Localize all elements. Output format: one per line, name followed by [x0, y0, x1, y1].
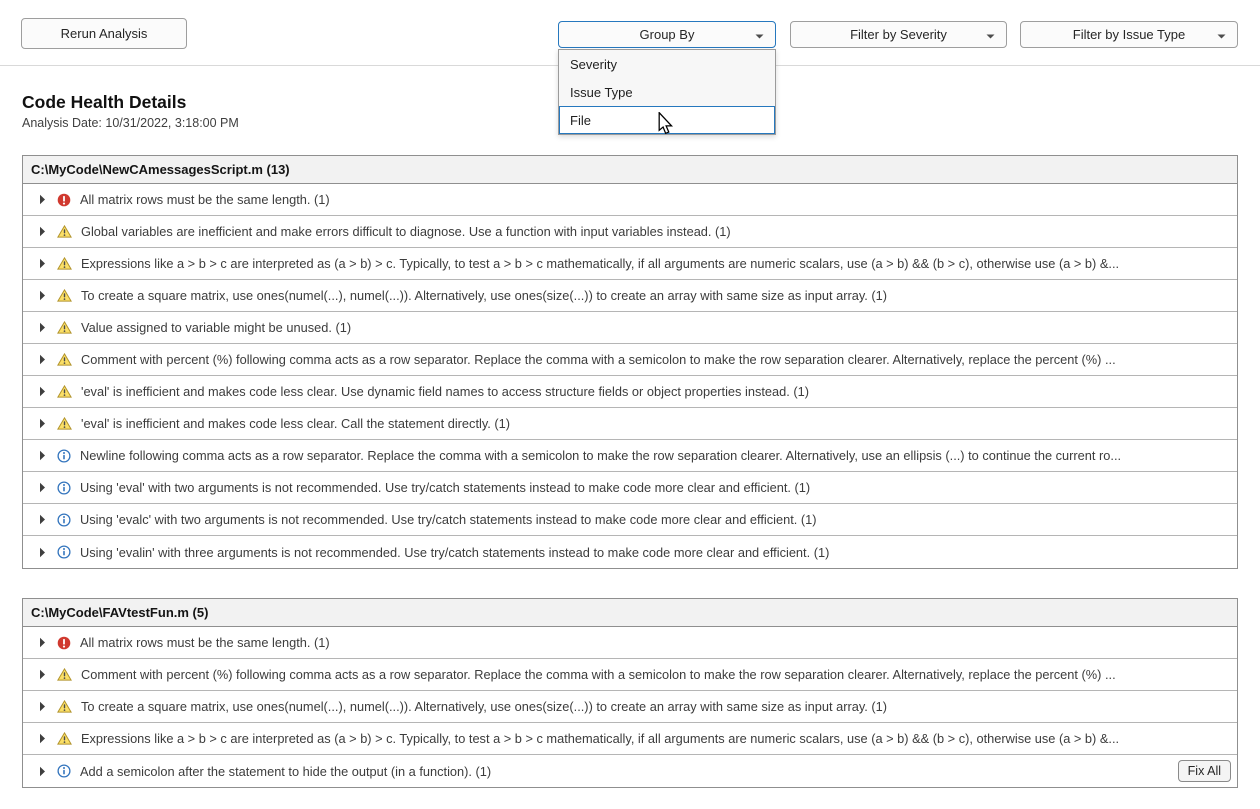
page-title: Code Health Details: [22, 92, 187, 112]
rerun-analysis-label: Rerun Analysis: [60, 26, 148, 41]
expand-arrow-icon[interactable]: [39, 701, 46, 712]
filter-by-issue-type-dropdown[interactable]: [1020, 21, 1238, 48]
warning-icon: [57, 321, 72, 334]
issue-text: To create a square matrix, use ones(numel(...), numel(...)). Alternatively, use ones(size(...)) to create an array with same size as input array. (1): [81, 288, 888, 303]
issue-text: Expressions like a > b > c are interpreted as (a > b) > c. Typically, to test a > b > c mathematically, if all arguments are numeric scalars, use (a > b) && (b > c), otherwise use (a > b) &...: [81, 731, 1120, 746]
error-icon: [57, 193, 71, 207]
expand-arrow-icon[interactable]: [39, 450, 46, 461]
info-icon: [57, 513, 71, 527]
issue-text: Comment with percent (%) following comma acts as a row separator. Replace the comma with a semicolon to make the row separation clearer. Alternatively, replace the percent (%) ...: [81, 667, 1116, 682]
expand-arrow-icon[interactable]: [39, 733, 46, 744]
issue-row[interactable]: [23, 536, 1237, 568]
issue-groups: [0, 155, 1260, 788]
analysis-date: Analysis Date: 10/31/2022, 3:18:00 PM: [22, 116, 239, 130]
chevron-down-icon: [1217, 27, 1226, 42]
warning-icon: [57, 385, 72, 398]
chevron-down-icon: [755, 27, 764, 42]
warning-icon: [57, 668, 72, 681]
issue-row[interactable]: [23, 440, 1237, 472]
menu-item-file[interactable]: File: [559, 106, 775, 134]
issue-text: Value assigned to variable might be unused. (1): [81, 320, 352, 335]
expand-arrow-icon[interactable]: [39, 637, 46, 648]
file-issue-group: [22, 598, 1238, 788]
info-icon: [57, 545, 71, 559]
rerun-analysis-button[interactable]: [21, 18, 187, 49]
fix-all-button[interactable]: Fix All: [1178, 760, 1231, 782]
warning-icon: [57, 353, 72, 366]
issue-text: Global variables are inefficient and make errors difficult to diagnose. Use a function with input variables instead. (1): [81, 224, 731, 239]
issue-row[interactable]: [23, 408, 1237, 440]
menu-item-issue-type[interactable]: Issue Type: [570, 84, 633, 100]
menu-item-severity[interactable]: Severity: [570, 56, 617, 72]
filter-by-severity-label: Filter by Severity: [850, 27, 947, 42]
issue-row[interactable]: [23, 248, 1237, 280]
info-icon: [57, 764, 71, 778]
issue-text: Newline following comma acts as a row separator. Replace the comma with a semicolon to make the row separation clearer. Alternatively, use an ellipsis (...) to continue the current ro...: [80, 448, 1122, 463]
expand-arrow-icon[interactable]: [39, 418, 46, 429]
issue-row[interactable]: [23, 216, 1237, 248]
file-group-header: C:\MyCode\FAVtestFun.m (5): [23, 599, 1237, 627]
issue-row[interactable]: [23, 312, 1237, 344]
issue-text: 'eval' is inefficient and makes code less clear. Call the statement directly. (1): [81, 416, 511, 431]
error-icon: [57, 636, 71, 650]
issue-row[interactable]: [23, 723, 1237, 755]
info-icon: [57, 481, 71, 495]
issue-row[interactable]: [23, 659, 1237, 691]
issue-row[interactable]: [23, 184, 1237, 216]
expand-arrow-icon[interactable]: [39, 354, 46, 365]
warning-icon: [57, 257, 72, 270]
expand-arrow-icon[interactable]: [39, 194, 46, 205]
filter-by-issue-type-label: Filter by Issue Type: [1072, 27, 1186, 42]
issue-text: Using 'evalc' with two arguments is not recommended. Use try/catch statements instead to make code more clear and efficient. (1): [80, 512, 817, 527]
warning-icon: [57, 225, 72, 238]
issue-row[interactable]: [23, 280, 1237, 312]
expand-arrow-icon[interactable]: [39, 766, 46, 777]
info-icon: [57, 449, 71, 463]
issue-text: Expressions like a > b > c are interpreted as (a > b) > c. Typically, to test a > b > c mathematically, if all arguments are numeric scalars, use (a > b) && (b > c), otherwise use (a > b) &...: [81, 256, 1120, 271]
expand-arrow-icon[interactable]: [39, 482, 46, 493]
issue-row[interactable]: [23, 755, 1237, 787]
issue-text: All matrix rows must be the same length. (1): [80, 635, 330, 650]
warning-icon: [57, 732, 72, 745]
group-rows: [23, 627, 1237, 787]
issue-row[interactable]: [23, 376, 1237, 408]
file-issue-group: [22, 155, 1238, 569]
expand-arrow-icon[interactable]: [39, 547, 46, 558]
issue-row[interactable]: [23, 504, 1237, 536]
expand-arrow-icon[interactable]: [39, 514, 46, 525]
issue-text: Comment with percent (%) following comma acts as a row separator. Replace the comma with a semicolon to make the row separation clearer. Alternatively, replace the percent (%) ...: [81, 352, 1116, 367]
filter-by-severity-dropdown[interactable]: [790, 21, 1007, 48]
expand-arrow-icon[interactable]: [39, 322, 46, 333]
expand-arrow-icon[interactable]: [39, 226, 46, 237]
issue-text: All matrix rows must be the same length. (1): [80, 192, 330, 207]
expand-arrow-icon[interactable]: [39, 258, 46, 269]
issue-text: Add a semicolon after the statement to hide the output (in a function). (1): [80, 763, 492, 779]
file-group-header: C:\MyCode\NewCAmessagesScript.m (13): [23, 156, 1237, 184]
warning-icon: [57, 417, 72, 430]
expand-arrow-icon[interactable]: [39, 386, 46, 397]
group-by-label: Group By: [639, 27, 695, 42]
issue-row[interactable]: [23, 627, 1237, 659]
group-by-dropdown[interactable]: [558, 21, 776, 48]
issue-text: Using 'eval' with two arguments is not recommended. Use try/catch statements instead to make code more clear and efficient. (1): [80, 480, 811, 495]
issue-row[interactable]: [23, 344, 1237, 376]
expand-arrow-icon[interactable]: [39, 669, 46, 680]
issue-row[interactable]: [23, 472, 1237, 504]
warning-icon: [57, 700, 72, 713]
issue-text: To create a square matrix, use ones(numel(...), numel(...)). Alternatively, use ones(size(...)) to create an array with same size as input array. (1): [81, 699, 888, 714]
issue-text: 'eval' is inefficient and makes code less clear. Use dynamic field names to access structure fields or object properties instead. (1): [81, 384, 810, 399]
chevron-down-icon: [986, 27, 995, 42]
expand-arrow-icon[interactable]: [39, 290, 46, 301]
group-by-menu: [558, 49, 776, 135]
group-rows: [23, 184, 1237, 568]
issue-row[interactable]: [23, 691, 1237, 723]
issue-text: Using 'evalin' with three arguments is not recommended. Use try/catch statements instead to make code more clear and efficient. (1): [80, 544, 830, 560]
warning-icon: [57, 289, 72, 302]
